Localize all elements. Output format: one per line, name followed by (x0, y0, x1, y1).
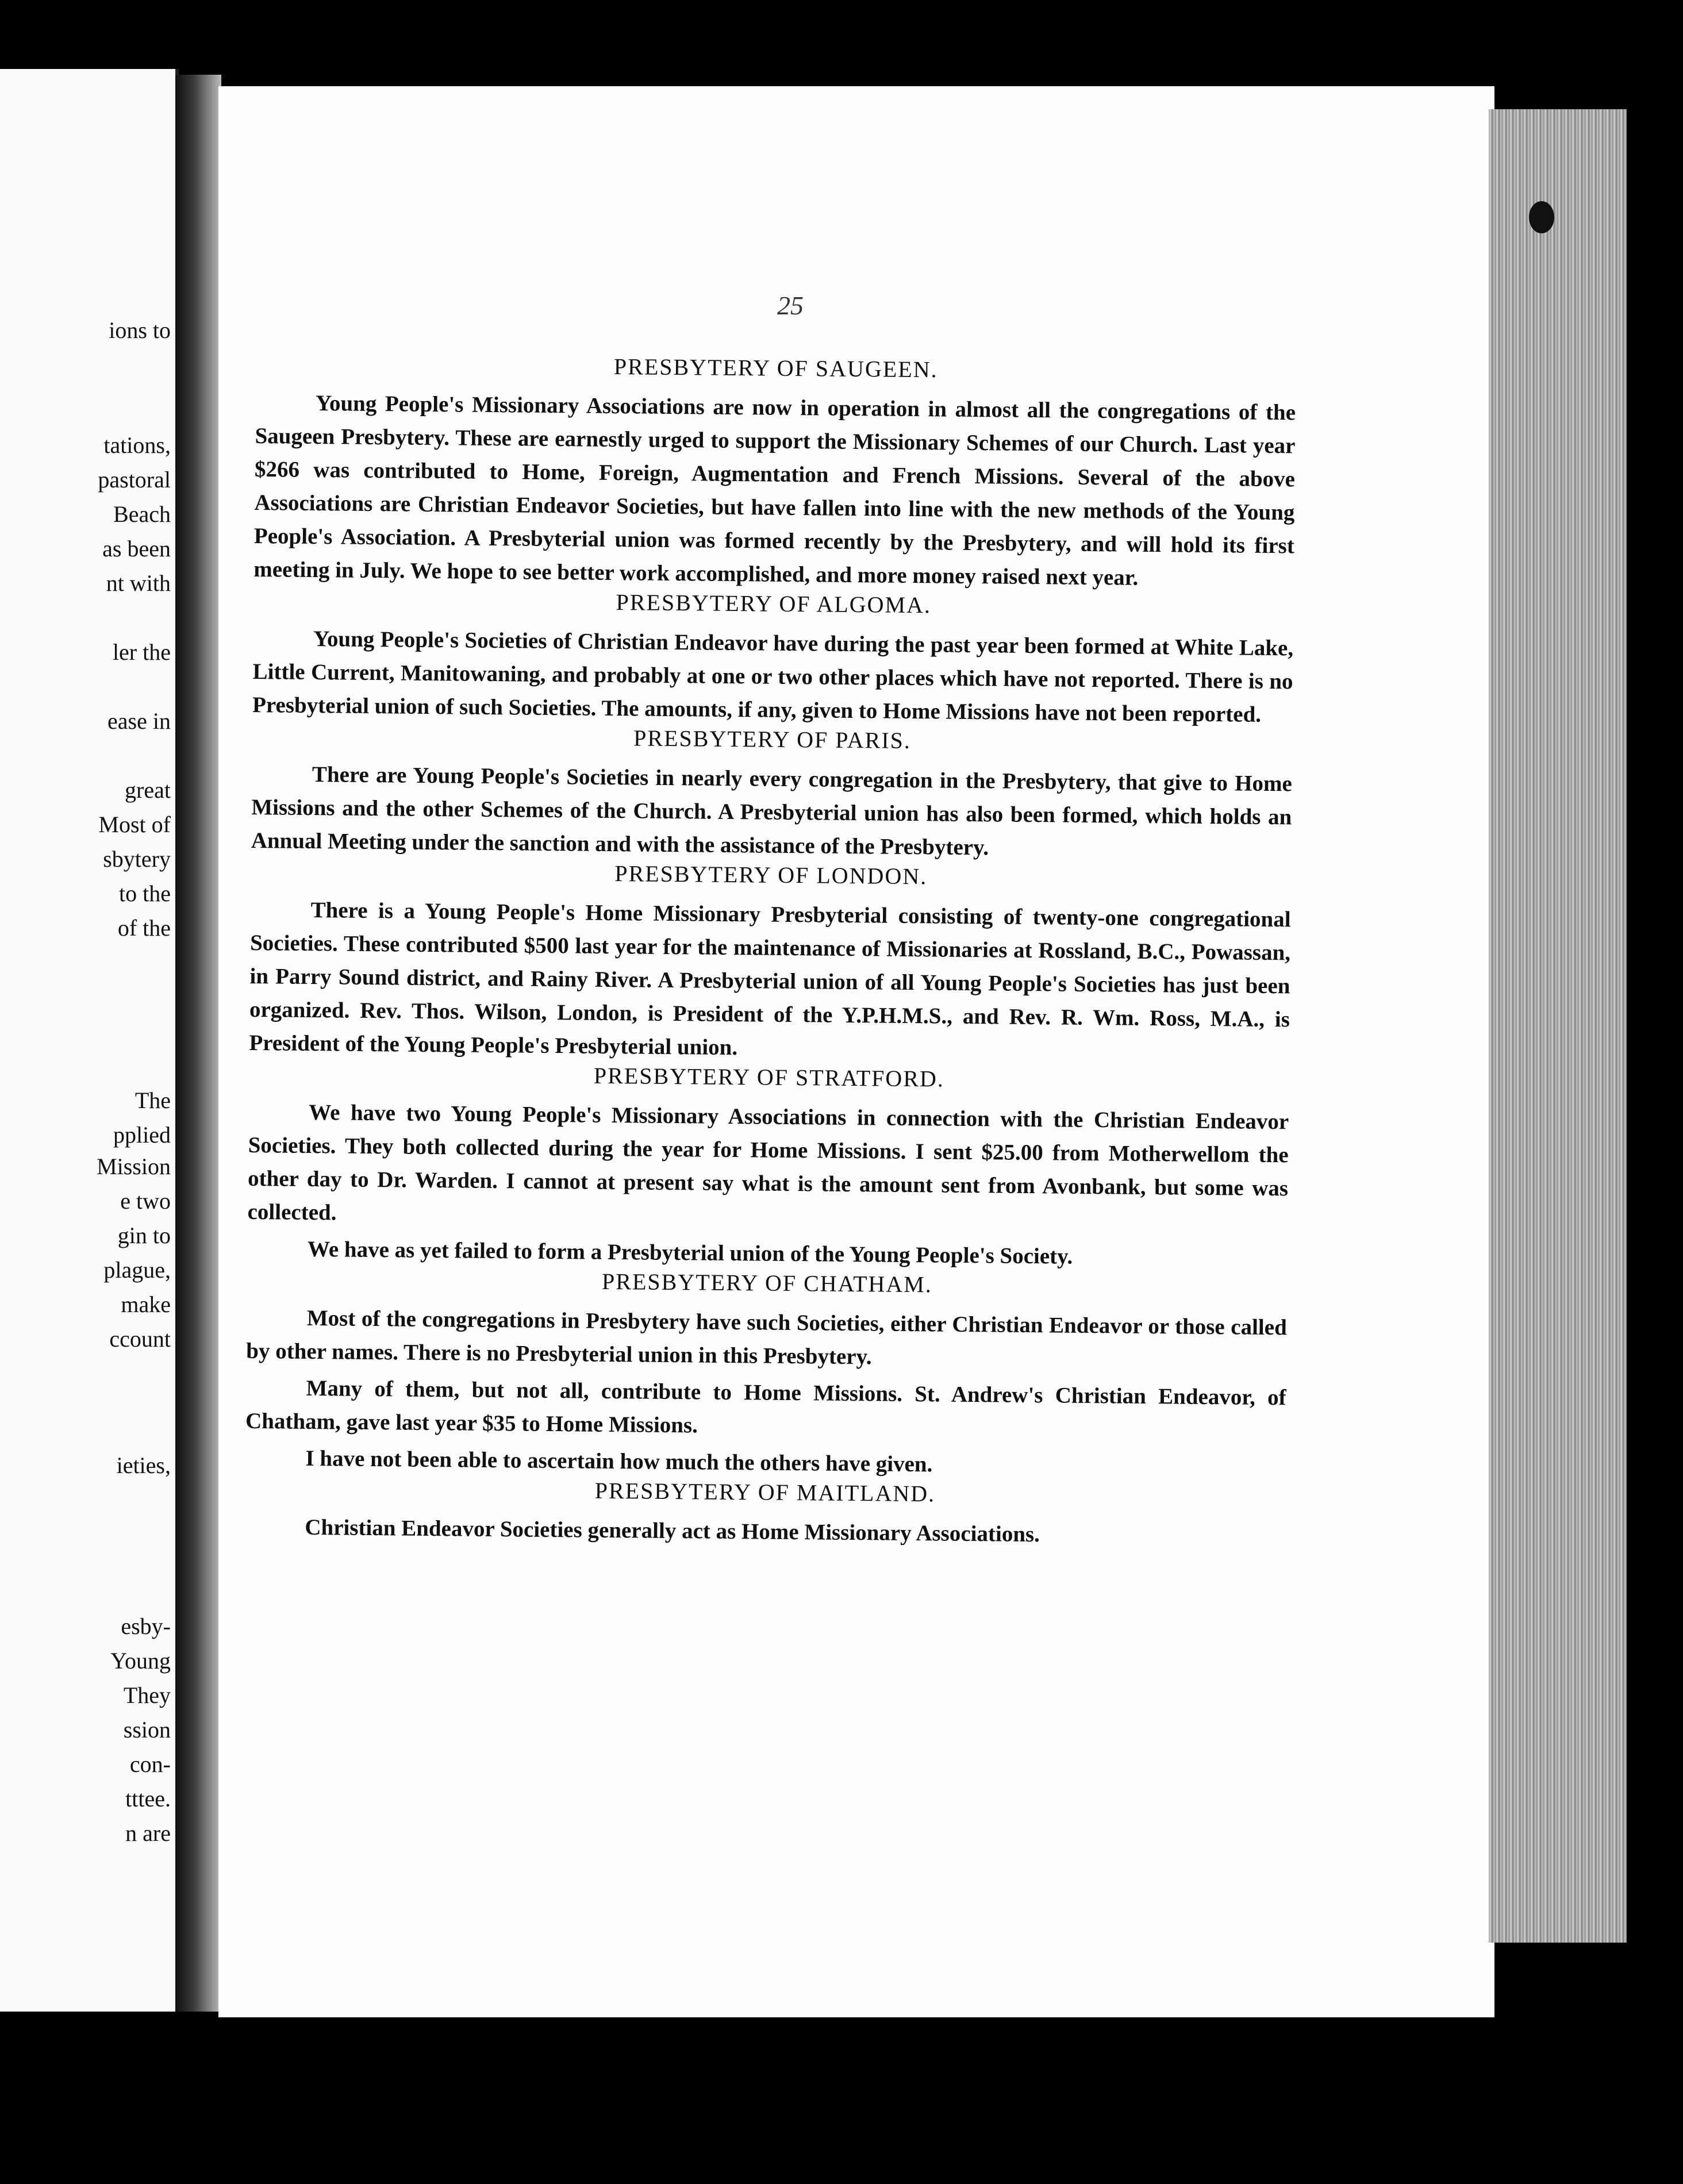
presbytery-section (244, 1475, 1285, 1554)
left-page-text-fragment: Young (110, 1648, 171, 1674)
left-page-text-fragment: n are (125, 1820, 171, 1846)
section-paragraph: Young People's Missionary Associations are now in operation in almost all the congregations of the Saugeen Presbytery. These are earnestly urged to support the Missionary Schemes of our Church. Last year $266 was contributed to Home, Foreign, Augmentation and French Missions. Several of the above Associations are Christian Endeavor Societies, but have fallen into line with the new methods of the Young People's Association. A Presbyterial union was formed recently by the Presbytery, and will hold its first meeting in July. We hope to see better work accomplished, and more money raised next year. (253, 391, 1296, 590)
left-page-text-fragment: pplied (113, 1122, 171, 1148)
left-page-text-fragment: tttee. (125, 1786, 171, 1812)
left-page-text-fragment: Mission (97, 1153, 171, 1179)
page-number: 25 (777, 291, 804, 320)
page-edge-mark (1529, 201, 1554, 233)
left-page-text-fragment: esby- (121, 1613, 171, 1639)
section-paragraph: Many of them, but not all, contribute to Home Missions. St. Andrew's Christian Endeavor, of Chatham, gave last year $35 to Home Missions. (245, 1375, 1286, 1438)
left-page-text-fragment: nt with (106, 570, 171, 596)
left-page-text-fragment: ssion (123, 1717, 171, 1743)
left-page-text-fragment: ease in (107, 708, 171, 734)
left-page-text-fragment: tations, (103, 432, 171, 458)
left-page-text-fragment: ions to (109, 317, 171, 343)
section-paragraph: Most of the congregations in Presbytery have such Societies, either Christian Endeavor or those called by other names. There is no Presbyterial union in this Presbytery. (246, 1305, 1287, 1370)
section-paragraph: There is a Young People's Home Missionary Presbyterial consisting of twenty-one congregational Societies. These contributed $500 last year for the maintenance of Missionaries at Rossland, B.C., Powassan, in Parry Sound district, and Rainy River. A Presbyterial union of all Young People's Societies has just been organized. Rev. Thos. Wilson, London, is President of the Y.P.H.M.S., and Rev. R. Wm. Ross, M.A., is President of the Young People's Presbyterial union. (249, 897, 1291, 1060)
section-heading: PRESBYTERY OF PARIS. (633, 725, 912, 753)
left-page-text-fragment: to the (119, 880, 171, 906)
left-page-text-fragment: pastoral (98, 467, 171, 493)
left-page-text-fragment: e two (120, 1188, 171, 1214)
left-page-text-fragment: They (123, 1682, 171, 1708)
section-heading: PRESBYTERY OF MAITLAND. (594, 1477, 936, 1507)
left-page-text-fragment: The (135, 1087, 171, 1113)
page-edges (1489, 109, 1627, 1943)
section-heading: PRESBYTERY OF CHATHAM. (601, 1268, 933, 1298)
left-page-text-fragment: make (121, 1291, 171, 1317)
left-page-text-fragment: as been (102, 536, 171, 562)
section-heading: PRESBYTERY OF ALGOMA. (616, 589, 932, 618)
left-page-text-fragment: of the (117, 915, 171, 941)
section-paragraph: We have two Young People's Missionary Associations in connection with the Christian Endeavor Societies. They both collected during the year for Home Missions. I sent $25.00 from Motherwellom the other day to Dr. Warden. I cannot at present say what is the amount sent from Avonbank, but some was collected. (247, 1099, 1289, 1225)
section-paragraph: I have not been able to ascertain how much the others have given. (305, 1445, 933, 1477)
left-page-text-fragment: ccount (109, 1326, 171, 1352)
section-paragraph: Christian Endeavor Societies generally act as Home Missionary Associations. (305, 1514, 1040, 1547)
section-paragraph: We have as yet failed to form a Presbyterial union of the Young People's Society. (307, 1236, 1073, 1269)
presbytery-section (253, 351, 1296, 596)
section-heading: PRESBYTERY OF STRATFORD. (593, 1062, 945, 1092)
presbytery-section (247, 1060, 1289, 1275)
left-page-text-fragment: ieties, (116, 1452, 171, 1478)
left-page-text-fragment: great (125, 777, 171, 803)
section-paragraph: Young People's Societies of Christian Endeavor have during the past year been formed at White Lake, Little Current, Manitowaning, and probably at one or two other places which have not reported. There is no Presbyterial union of such Societies. The amounts, if any, given to Home Missions have not been reported. (252, 626, 1294, 727)
left-page-text-fragment: sbytery (103, 846, 171, 872)
left-page-text-fragment: con- (129, 1751, 171, 1777)
book-gutter (175, 75, 221, 2012)
presbytery-section (252, 586, 1294, 732)
presbytery-section (251, 722, 1293, 867)
left-facing-page (0, 69, 179, 2012)
left-page-text-fragment: ler the (112, 639, 171, 665)
presbytery-section (245, 1266, 1287, 1485)
left-page-text-fragment: gin to (117, 1222, 171, 1248)
left-page-text-fragment: Beach (113, 501, 171, 527)
section-paragraph: There are Young People's Societies in nearly every congregation in the Presbytery, that give to Home Missions and the other Schemes of the Church. A Presbyterial union has also been formed, which holds an Annual Meeting under the sanction and with the assistance of the Presbytery. (251, 762, 1293, 860)
page-content (244, 351, 1296, 1554)
left-page-text-fragment: plague, (103, 1257, 171, 1283)
presbytery-section (249, 858, 1291, 1070)
left-page-text-fragment: Most of (98, 812, 171, 837)
section-heading: PRESBYTERY OF LONDON. (614, 860, 928, 890)
section-heading: PRESBYTERY OF SAUGEEN. (613, 353, 938, 383)
